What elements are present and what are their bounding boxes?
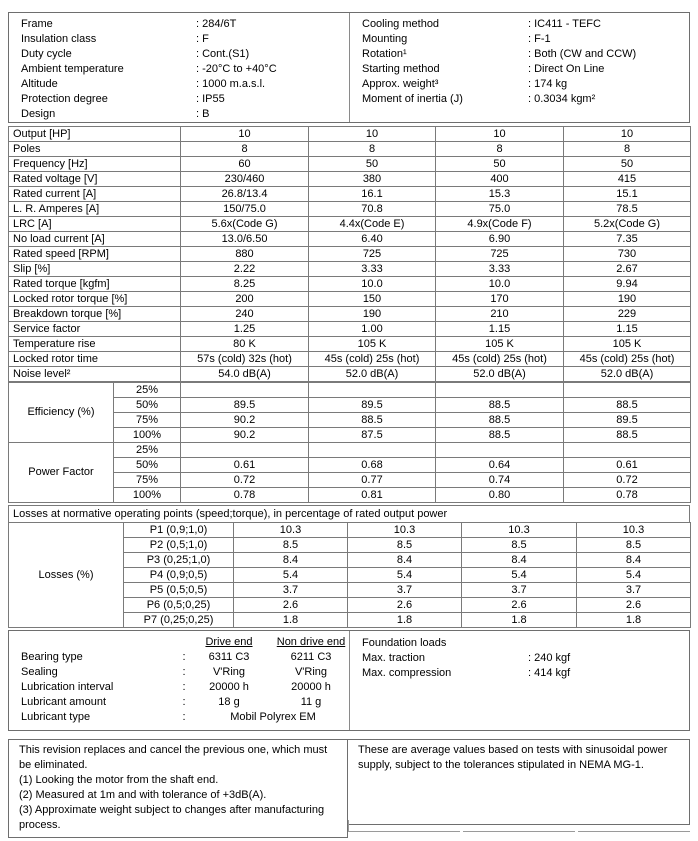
info-row	[21, 107, 349, 122]
info-label: Altitude	[21, 78, 58, 90]
tolerance-note-box	[348, 739, 690, 825]
info-value: : IC411 - TEFC	[528, 18, 601, 30]
bearing-header-row	[21, 635, 349, 650]
efficiency-cell: 90.2	[181, 428, 309, 443]
losses-cell: 2.6	[234, 598, 348, 613]
losses-point: P1 (0,9;1,0)	[124, 523, 234, 538]
bearing-label: Lubrication interval	[21, 681, 114, 693]
spec-row	[9, 232, 691, 247]
spec-cell: 725	[436, 247, 564, 262]
spec-cell: 5.2x(Code G)	[564, 217, 691, 232]
losses-cell: 3.7	[577, 583, 691, 598]
efficiency-section-label: Efficiency (%)	[9, 383, 114, 443]
info-row	[21, 32, 349, 47]
efficiency-row	[9, 383, 691, 398]
spec-cell: 1.15	[564, 322, 691, 337]
spec-cell: 380	[309, 172, 436, 187]
spec-cell: 229	[564, 307, 691, 322]
info-value: : F-1	[528, 33, 551, 45]
efficiency-cell	[564, 383, 691, 398]
info-value: : Direct On Line	[528, 63, 605, 75]
losses-cell: 2.6	[462, 598, 577, 613]
spec-cell: 13.0/6.50	[181, 232, 309, 247]
losses-row	[9, 523, 691, 538]
spec-cell: 200	[181, 292, 309, 307]
spec-cell: 230/460	[181, 172, 309, 187]
info-value: : 0.3034 kgm²	[528, 93, 596, 105]
spec-row-label: Rated current [A]	[9, 187, 181, 202]
spec-row	[9, 247, 691, 262]
spec-cell: 190	[564, 292, 691, 307]
foundation-loads-section	[349, 631, 689, 730]
bearing-nde-value: V'Ring	[294, 666, 328, 678]
losses-cell: 8.5	[234, 538, 348, 553]
losses-cell: 10.3	[462, 523, 577, 538]
spec-cell: 60	[181, 157, 309, 172]
spec-cell: 54.0 dB(A)	[181, 367, 309, 382]
spec-cell: 4.9x(Code F)	[436, 217, 564, 232]
losses-cell: 1.8	[462, 613, 577, 628]
info-value: : F	[196, 33, 209, 45]
spec-cell: 190	[309, 307, 436, 322]
losses-cell: 1.8	[577, 613, 691, 628]
losses-point: P6 (0,5;0,25)	[124, 598, 234, 613]
losses-cell: 8.5	[348, 538, 462, 553]
spec-row-label: Frequency [Hz]	[9, 157, 181, 172]
spec-cell: 10.0	[309, 277, 436, 292]
spec-row	[9, 292, 691, 307]
efficiency-cell: 88.5	[564, 428, 691, 443]
spec-cell: 1.00	[309, 322, 436, 337]
bearing-row	[21, 650, 349, 665]
spec-cell: 6.40	[309, 232, 436, 247]
power-factor-cell: 0.77	[309, 473, 436, 488]
efficiency-cell: 88.5	[436, 428, 564, 443]
spec-cell: 240	[181, 307, 309, 322]
losses-cell: 5.4	[462, 568, 577, 583]
power-factor-cell: 0.72	[181, 473, 309, 488]
spec-row-label: Breakdown torque [%]	[9, 307, 181, 322]
spec-row	[9, 367, 691, 382]
load-level: 100%	[114, 428, 181, 443]
note-line: (3) Approximate weight subject to changes after manufacturing process.	[19, 804, 325, 831]
spec-row-label: Rated torque [kgfm]	[9, 277, 181, 292]
spec-cell: 10	[181, 127, 309, 142]
spec-table	[8, 126, 691, 382]
losses-cell: 8.5	[462, 538, 577, 553]
foundation-value: : 240 kgf	[528, 652, 571, 664]
losses-cell: 8.5	[577, 538, 691, 553]
losses-cell: 10.3	[234, 523, 348, 538]
spec-cell: 26.8/13.4	[181, 187, 309, 202]
spec-cell: 400	[436, 172, 564, 187]
losses-cell: 5.4	[234, 568, 348, 583]
efficiency-cell	[309, 383, 436, 398]
spec-cell: 7.35	[564, 232, 691, 247]
foundation-row	[362, 666, 689, 681]
general-info-left	[9, 13, 349, 122]
spec-cell: 150/75.0	[181, 202, 309, 217]
load-level: 25%	[114, 383, 181, 398]
spec-cell: 730	[564, 247, 691, 262]
spec-cell: 10.0	[436, 277, 564, 292]
bearing-nde-value: 6211 C3	[290, 651, 332, 663]
spec-cell: 52.0 dB(A)	[436, 367, 564, 382]
lubricant-type-value: Mobil Polyrex EM	[230, 711, 316, 723]
losses-cell: 3.7	[348, 583, 462, 598]
spec-cell: 10	[436, 127, 564, 142]
info-value: : 174 kg	[528, 78, 568, 90]
info-value: : 284/6T	[196, 18, 237, 30]
efficiency-cell: 88.5	[436, 413, 564, 428]
load-level: 75%	[114, 413, 181, 428]
power-factor-cell: 0.80	[436, 488, 564, 503]
spec-row-label: L. R. Amperes [A]	[9, 202, 181, 217]
spec-cell: 10	[309, 127, 436, 142]
info-row	[362, 47, 689, 62]
power-factor-cell	[436, 443, 564, 458]
power-factor-cell: 0.74	[436, 473, 564, 488]
power-factor-cell	[181, 443, 309, 458]
spec-row	[9, 262, 691, 277]
power-factor-cell: 0.64	[436, 458, 564, 473]
bearing-nde-value: 20000 h	[291, 681, 331, 693]
losses-cell: 1.8	[234, 613, 348, 628]
spec-row-label: Locked rotor torque [%]	[9, 292, 181, 307]
losses-cell: 1.8	[348, 613, 462, 628]
spec-row	[9, 322, 691, 337]
losses-cell: 10.3	[348, 523, 462, 538]
bearing-nde-value: 11 g	[300, 696, 322, 708]
spec-cell: 50	[564, 157, 691, 172]
info-value: : B	[196, 108, 210, 120]
efficiency-cell: 87.5	[309, 428, 436, 443]
spec-cell: 105 K	[436, 337, 564, 352]
spec-row	[9, 277, 691, 292]
drive-end-header: Drive end	[205, 636, 253, 648]
info-label: Insulation class	[21, 33, 97, 45]
info-row	[362, 62, 689, 77]
foundation-label: Max. compression	[362, 667, 452, 679]
bearing-de-value: V'Ring	[212, 666, 246, 678]
separator: :	[182, 696, 186, 708]
foundation-row	[362, 651, 689, 666]
spec-cell: 8	[436, 142, 564, 157]
spec-cell: 9.94	[564, 277, 691, 292]
spec-cell: 8	[309, 142, 436, 157]
spec-cell: 50	[436, 157, 564, 172]
spec-cell: 170	[436, 292, 564, 307]
spec-row	[9, 187, 691, 202]
foundation-value: : 414 kgf	[528, 667, 571, 679]
spec-cell: 8.25	[181, 277, 309, 292]
spec-cell: 45s (cold) 25s (hot)	[436, 352, 564, 367]
note-line: (1) Looking the motor from the shaft end.	[19, 774, 219, 786]
losses-point: P2 (0,5;1,0)	[124, 538, 234, 553]
bearing-label: Lubricant amount	[21, 696, 106, 708]
power-factor-section-label: Power Factor	[9, 443, 114, 503]
info-label: Protection degree	[21, 93, 108, 105]
info-row	[362, 32, 689, 47]
power-factor-cell: 0.61	[181, 458, 309, 473]
spec-row	[9, 337, 691, 352]
info-value: : Cont.(S1)	[196, 48, 250, 60]
spec-row-label: No load current [A]	[9, 232, 181, 247]
bearing-label: Sealing	[21, 666, 58, 678]
spec-cell: 45s (cold) 25s (hot)	[564, 352, 691, 367]
spec-row-label: Rated voltage [V]	[9, 172, 181, 187]
spec-row	[9, 142, 691, 157]
bearing-section	[9, 631, 349, 730]
spec-row	[9, 157, 691, 172]
losses-table	[8, 522, 691, 628]
load-level: 100%	[114, 488, 181, 503]
power-factor-cell: 0.68	[309, 458, 436, 473]
losses-cell: 10.3	[577, 523, 691, 538]
losses-cell: 8.4	[462, 553, 577, 568]
efficiency-cell: 90.2	[181, 413, 309, 428]
bearing-de-value: 20000 h	[209, 681, 249, 693]
notes-section	[8, 739, 690, 838]
spec-row-label: Locked rotor time	[9, 352, 181, 367]
spec-row	[9, 217, 691, 232]
losses-cell: 8.4	[234, 553, 348, 568]
load-level: 75%	[114, 473, 181, 488]
info-label: Ambient temperature	[21, 63, 124, 75]
spec-cell: 1.25	[181, 322, 309, 337]
info-label: Duty cycle	[21, 48, 72, 60]
separator: :	[182, 711, 186, 723]
info-label: Design	[21, 108, 56, 120]
info-label: Mounting	[362, 33, 408, 45]
efficiency-cell: 88.5	[436, 398, 564, 413]
spec-cell: 105 K	[564, 337, 691, 352]
spec-cell: 75.0	[436, 202, 564, 217]
bearing-label: Bearing type	[21, 651, 83, 663]
spec-cell: 3.33	[309, 262, 436, 277]
info-value: : -20°C to +40°C	[196, 63, 277, 75]
efficiency-cell: 89.5	[181, 398, 309, 413]
bearing-row	[21, 680, 349, 695]
spec-row	[9, 352, 691, 367]
spec-cell: 15.1	[564, 187, 691, 202]
info-label: Moment of inertia (J)	[362, 93, 463, 105]
spec-row-label: Service factor	[9, 322, 181, 337]
losses-cell: 2.6	[348, 598, 462, 613]
info-row	[362, 17, 689, 32]
spec-cell: 50	[309, 157, 436, 172]
foundation-loads-title: Foundation loads	[362, 637, 447, 649]
spec-row-label: LRC [A]	[9, 217, 181, 232]
losses-cell: 3.7	[234, 583, 348, 598]
bearing-row	[21, 695, 349, 710]
efficiency-cell	[436, 383, 564, 398]
spec-row-label: Slip [%]	[9, 262, 181, 277]
spec-row-label: Noise level²	[9, 367, 181, 382]
spec-cell: 880	[181, 247, 309, 262]
info-row	[21, 77, 349, 92]
spec-row-label: Rated speed [RPM]	[9, 247, 181, 262]
efficiency-cell: 88.5	[564, 398, 691, 413]
bearing-de-value: 6311 C3	[208, 651, 250, 663]
spec-cell: 210	[436, 307, 564, 322]
spec-cell: 8	[181, 142, 309, 157]
losses-point: P4 (0,9;0,5)	[124, 568, 234, 583]
note-line: These are average values based on tests with sinusoidal power supply, subject to the tolerances stipulated in NEMA MG-1.	[358, 744, 668, 771]
spec-row-label: Temperature rise	[9, 337, 181, 352]
info-row	[21, 92, 349, 107]
power-factor-cell	[309, 443, 436, 458]
spec-cell: 52.0 dB(A)	[564, 367, 691, 382]
load-level: 25%	[114, 443, 181, 458]
spec-cell: 105 K	[309, 337, 436, 352]
losses-cell: 8.4	[348, 553, 462, 568]
note-line: This revision replaces and cancel the previous one, which must be eliminated.	[19, 744, 328, 771]
load-level: 50%	[114, 458, 181, 473]
spec-row-label: Output [HP]	[9, 127, 181, 142]
spec-cell: 1.15	[436, 322, 564, 337]
power-factor-cell: 0.81	[309, 488, 436, 503]
losses-cell: 2.6	[577, 598, 691, 613]
efficiency-cell: 89.5	[564, 413, 691, 428]
spec-cell: 5.6x(Code G)	[181, 217, 309, 232]
spec-row-label: Poles	[9, 142, 181, 157]
cutoff-table-edge	[348, 831, 690, 832]
spec-cell: 15.3	[436, 187, 564, 202]
losses-point: P3 (0,25;1,0)	[124, 553, 234, 568]
bearing-row	[21, 665, 349, 680]
spec-cell: 10	[564, 127, 691, 142]
spec-cell: 150	[309, 292, 436, 307]
spec-cell: 4.4x(Code E)	[309, 217, 436, 232]
spec-cell: 725	[309, 247, 436, 262]
spec-cell: 6.90	[436, 232, 564, 247]
power-factor-row	[9, 443, 691, 458]
info-label: Rotation¹	[362, 48, 407, 60]
spec-cell: 80 K	[181, 337, 309, 352]
spec-row	[9, 172, 691, 187]
info-row	[21, 47, 349, 62]
spec-cell: 415	[564, 172, 691, 187]
info-value: : IP55	[196, 93, 225, 105]
spec-cell: 3.33	[436, 262, 564, 277]
performance-table	[8, 382, 691, 503]
power-factor-cell	[564, 443, 691, 458]
losses-point: P5 (0,5;0,5)	[124, 583, 234, 598]
spec-cell: 70.8	[309, 202, 436, 217]
info-row	[21, 17, 349, 32]
info-row	[21, 62, 349, 77]
spec-cell: 8	[564, 142, 691, 157]
power-factor-cell: 0.78	[564, 488, 691, 503]
efficiency-cell: 89.5	[309, 398, 436, 413]
spec-cell: 57s (cold) 32s (hot)	[181, 352, 309, 367]
info-value: : 1000 m.a.s.l.	[196, 78, 266, 90]
separator: :	[182, 681, 186, 693]
note-line: (2) Measured at 1m and with tolerance of +3dB(A).	[19, 789, 267, 801]
spec-cell: 2.22	[181, 262, 309, 277]
info-row	[362, 77, 689, 92]
info-label: Cooling method	[362, 18, 440, 30]
losses-section-label: Losses (%)	[9, 523, 124, 628]
bearing-foundation-box	[8, 630, 690, 731]
efficiency-cell: 88.5	[309, 413, 436, 428]
efficiency-cell	[181, 383, 309, 398]
spec-cell: 2.67	[564, 262, 691, 277]
info-value: : Both (CW and CCW)	[528, 48, 637, 60]
info-label: Frame	[21, 18, 53, 30]
power-factor-cell: 0.61	[564, 458, 691, 473]
losses-point: P7 (0,25;0,25)	[124, 613, 234, 628]
general-info-right	[349, 13, 689, 122]
spec-cell: 45s (cold) 25s (hot)	[309, 352, 436, 367]
lubricant-type-row	[21, 710, 349, 725]
power-factor-cell: 0.72	[564, 473, 691, 488]
losses-cell: 5.4	[577, 568, 691, 583]
losses-cell: 5.4	[348, 568, 462, 583]
info-label: Starting method	[362, 63, 440, 75]
separator: :	[182, 651, 186, 663]
separator: :	[182, 666, 186, 678]
losses-cell: 3.7	[462, 583, 577, 598]
spec-row	[9, 307, 691, 322]
losses-header: Losses at normative operating points (speed;torque), in percentage of rated output power	[8, 505, 690, 523]
load-level: 50%	[114, 398, 181, 413]
spec-cell: 52.0 dB(A)	[309, 367, 436, 382]
info-row	[362, 92, 689, 107]
foundation-label: Max. traction	[362, 652, 425, 664]
general-info-box	[8, 12, 690, 123]
spec-cell: 78.5	[564, 202, 691, 217]
spec-row	[9, 202, 691, 217]
non-drive-end-header: Non drive end	[276, 636, 346, 648]
losses-cell: 8.4	[577, 553, 691, 568]
power-factor-cell: 0.78	[181, 488, 309, 503]
revision-note-box	[8, 739, 348, 838]
bearing-de-value: 18 g	[218, 696, 240, 708]
spec-cell: 16.1	[309, 187, 436, 202]
info-label: Approx. weight³	[362, 78, 439, 90]
bearing-label: Lubricant type	[21, 711, 91, 723]
spec-row	[9, 127, 691, 142]
